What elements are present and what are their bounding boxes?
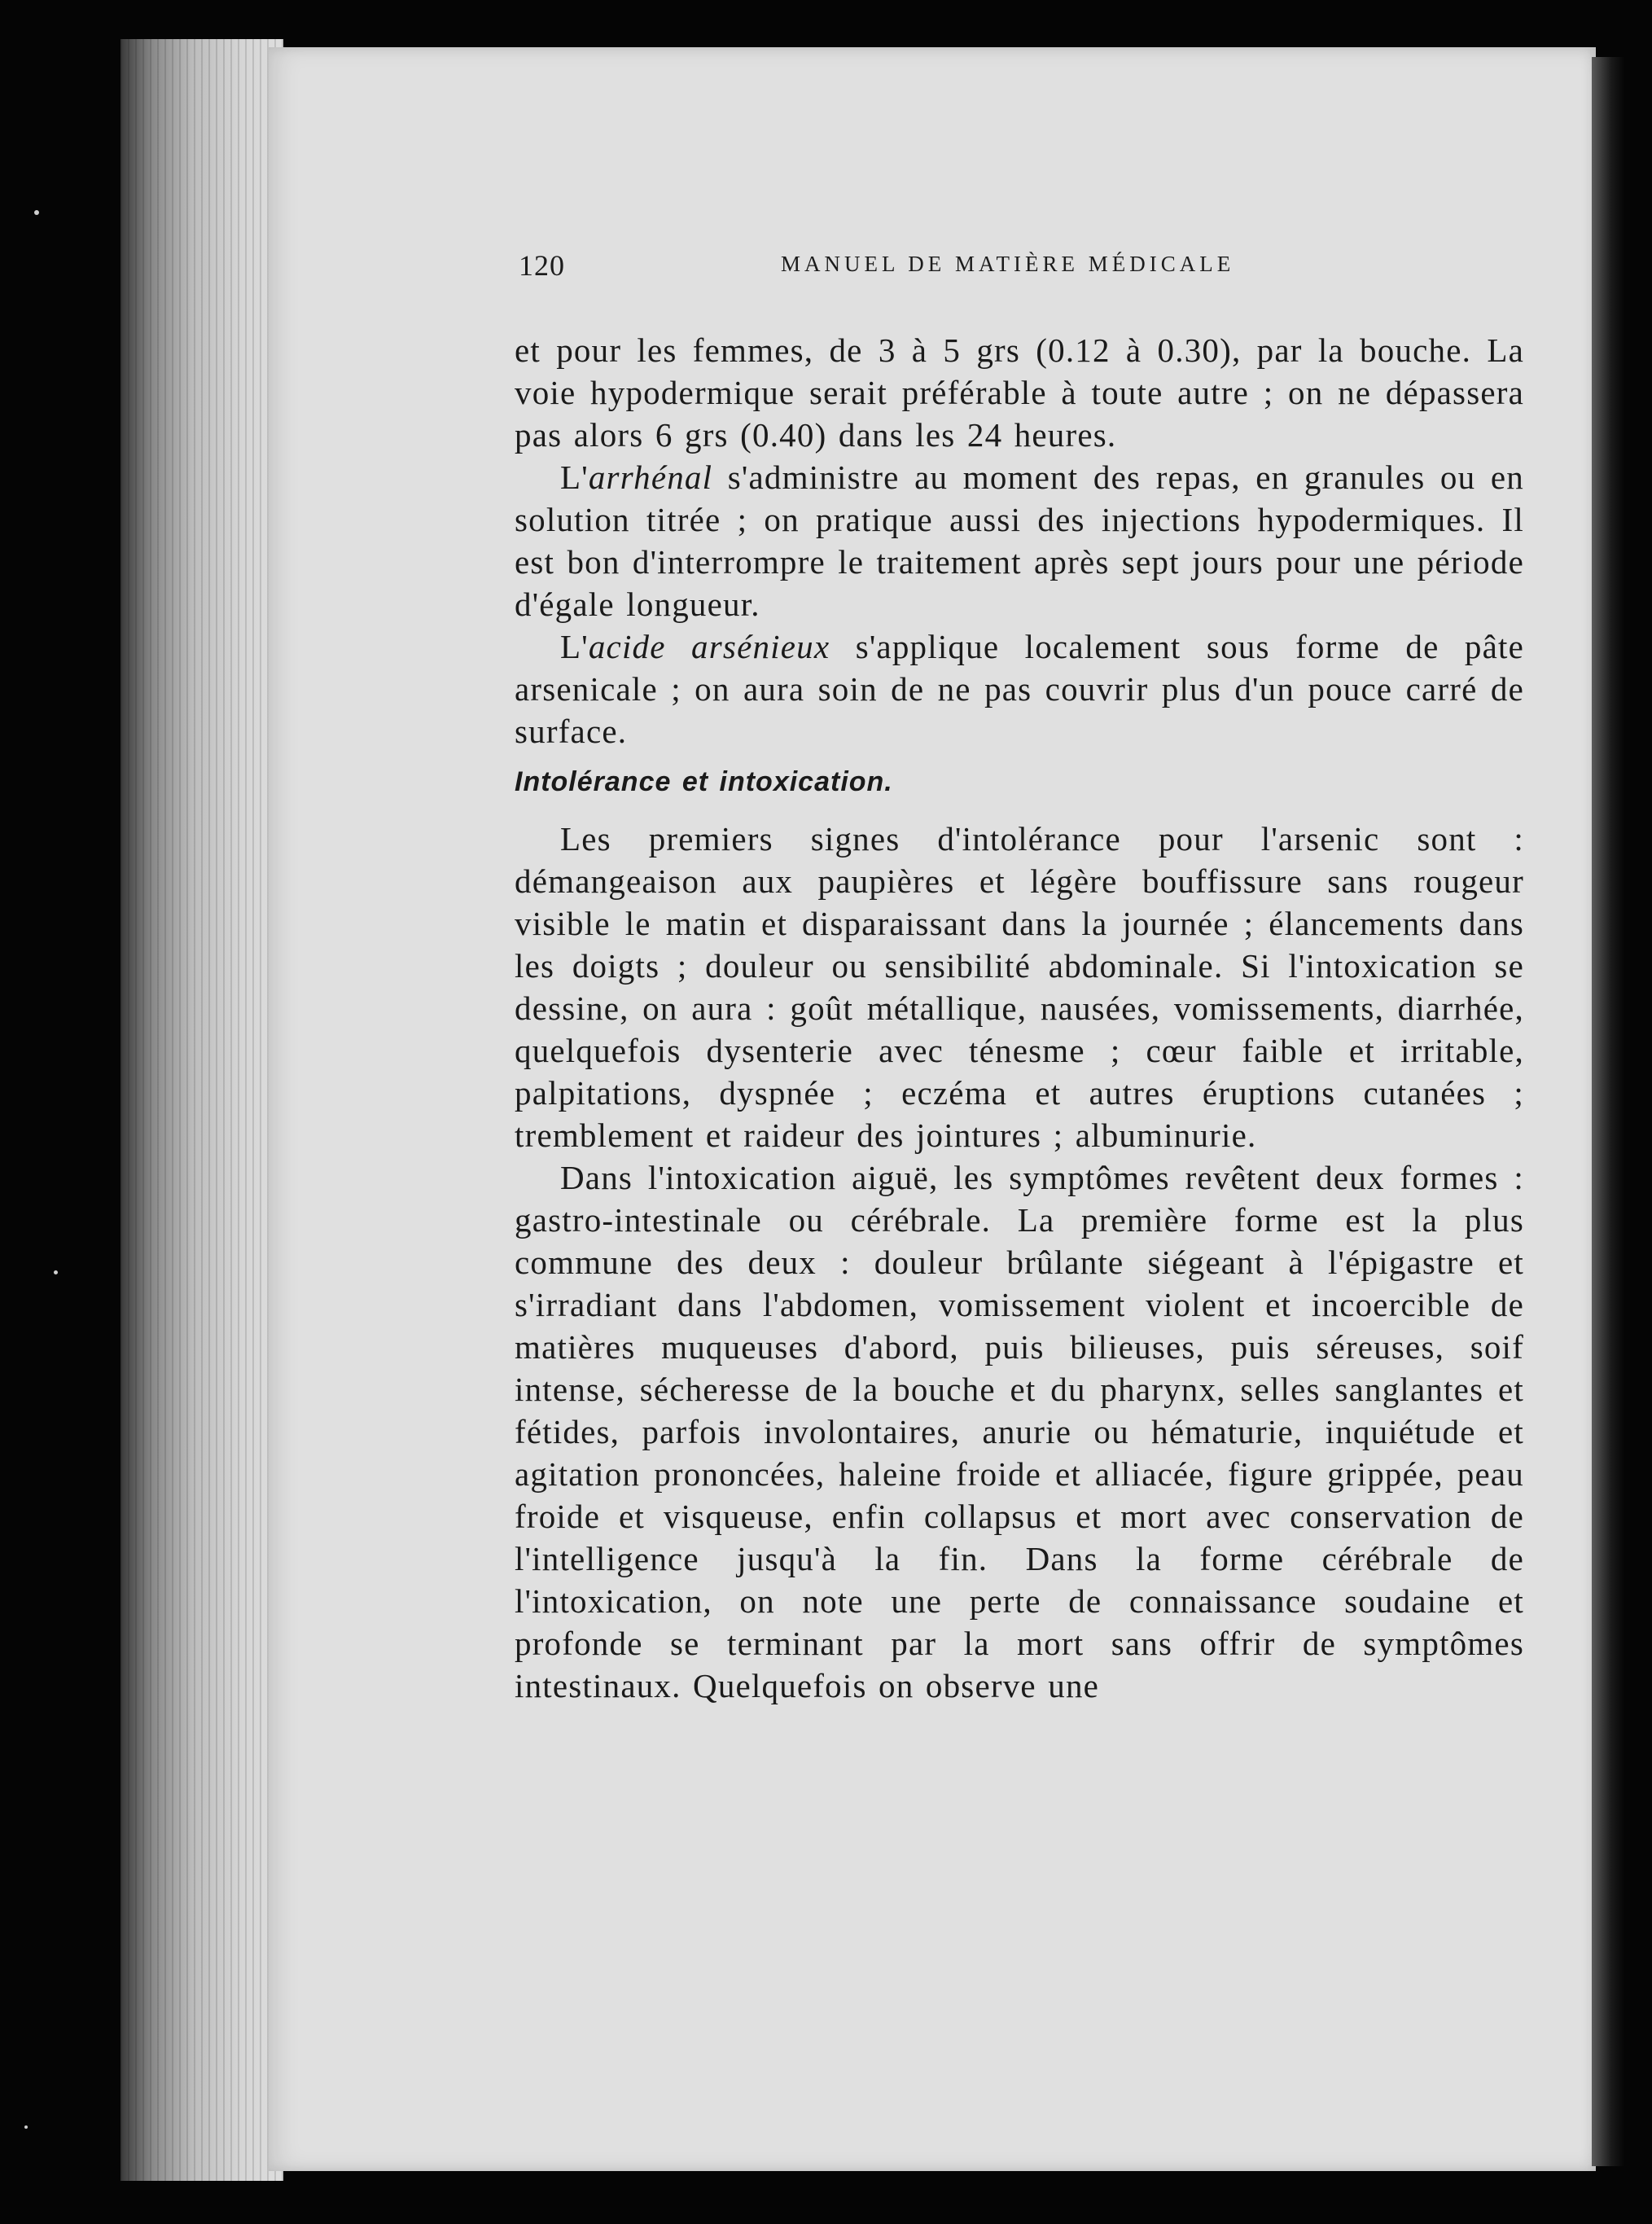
page-number: 120 <box>519 249 565 282</box>
paragraph-text: et pour les femmes, de 3 à 5 grs (0.12 à 0.30), par la bouche. La voie hypodermique serait préférable à toute autre ; on ne dépassera pas alors 6 grs (0.40) dans les 24 heures. <box>515 331 1524 454</box>
book-gutter-shadow <box>1592 57 1624 2166</box>
paragraph-intoxication-aigue: Dans l'intoxication aiguë, les symptômes revêtent deux formes : gastro-intestinale ou cérébrale. La première forme est la plus commune des deux : douleur brûlante siégeant à l'épigastre et s'irradiant dans l'abdomen, vomissement violent et incoercible de matières muqueuses d'abord, puis bilieuses, puis séreuses, soif intense, sécheresse de la bouche et du pharynx, selles sanglantes et fétides, parfois involontaires, anurie ou hématurie, inquiétude et agitation prononcées, haleine froide et alliacée, figure grippée, peau froide et visqueuse, enfin collapsus et mort avec conservation de l'intelligence jusqu'à la fin. Dans la forme cérébrale de l'intoxication, on note une perte de connaissance soudaine et profonde se terminant par la mort sans offrir de symptômes intestinaux. Quelquefois on observe une <box>515 1159 1524 1704</box>
page-edge-texture <box>121 39 283 2181</box>
paragraph-text: L' <box>560 458 589 496</box>
section-heading: Intolérance et intoxication. <box>515 766 893 797</box>
italic-term: acide arsénieux <box>588 628 830 665</box>
scan-speck <box>24 2125 28 2129</box>
paragraph-dosage <box>515 329 1524 456</box>
paragraph-arrhenal <box>515 456 1524 625</box>
italic-term: arrhénal <box>588 458 713 496</box>
running-head <box>519 248 1528 282</box>
paragraph-text: L' <box>560 628 589 665</box>
paragraph-text: s'applique localement sous forme de pâte arsenicale ; on aura soin de ne pas couvrir plus d'un pouce carré de surface. <box>515 628 1524 750</box>
body-text <box>515 329 1524 1707</box>
scan-speck <box>54 1270 58 1274</box>
paragraph-acide-arsenieux <box>515 625 1524 752</box>
paragraph-text: s'administre au moment des repas, en granules ou en solution titrée ; on pratique aussi des injections hypodermiques. Il est bon d'interrompre le traitement après sept jours pour une période d'égale longueur. <box>515 458 1524 623</box>
paragraph-intolerance: Les premiers signes d'intolérance pour l'arsenic sont : démangeaison aux paupières et légère bouffissure sans rougeur visible le matin et disparaissant dans la journée ; élancements dans les doigts ; douleur ou sensibilité abdominale. Si l'intoxication se dessine, on aura : goût métallique, nausées, vomissements, diarrhée, quelquefois dysenterie avec ténesme ; cœur faible et irritable, palpitations, dyspnée ; eczéma et autres éruptions cutanées ; tremblement et raideur des jointures ; albuminurie. <box>515 820 1524 1154</box>
running-title: MANUEL DE MATIÈRE MÉDICALE <box>781 252 1235 276</box>
scan-speck <box>34 210 39 215</box>
